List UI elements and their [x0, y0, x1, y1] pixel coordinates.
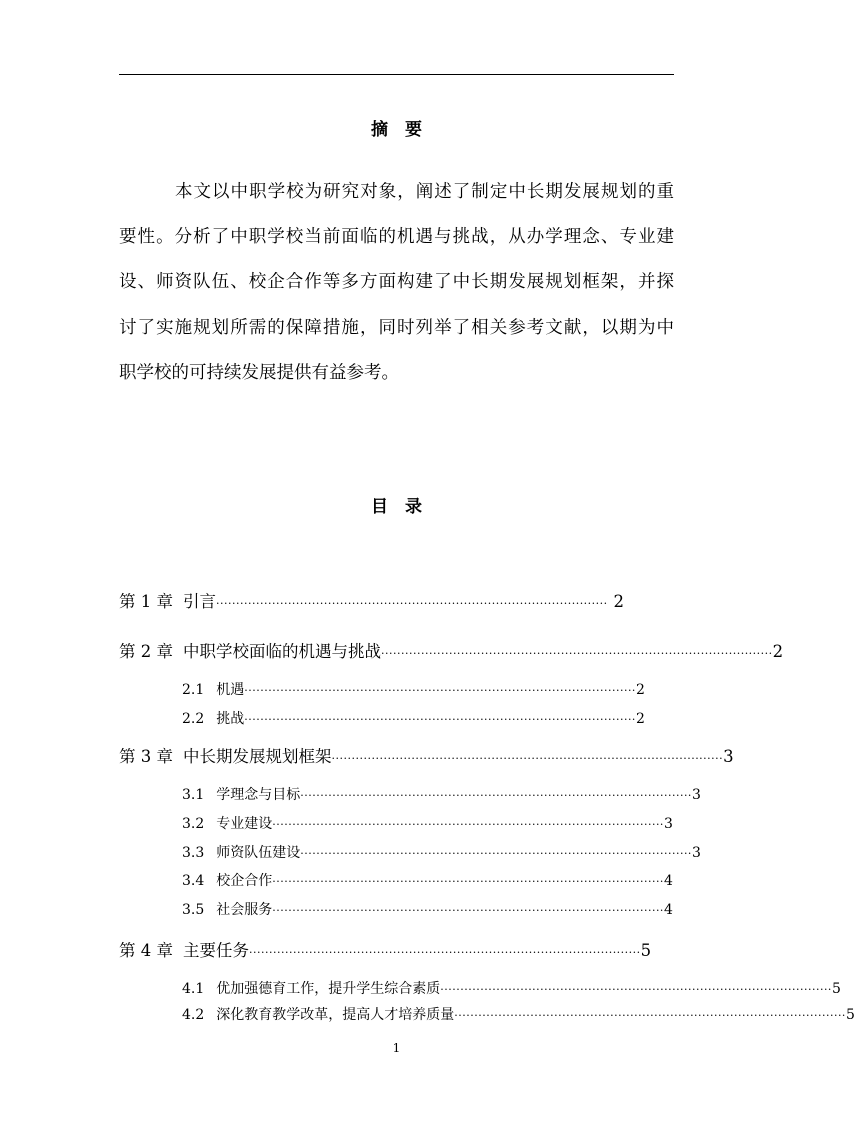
toc-entry-section-3-4[interactable] — [182, 870, 673, 890]
toc-entry-number: 2.1 — [182, 682, 205, 698]
toc-entry-number: 第 3 章 — [119, 747, 173, 766]
toc-entry-page: 4 — [663, 873, 673, 889]
toc-entry-number: 第 1 章 — [119, 592, 173, 611]
toc-entry-page: 4 — [663, 902, 673, 918]
toc-dot-leader: ·································································································· — [300, 847, 692, 860]
toc-entry-page: 3 — [663, 816, 673, 832]
toc-dot-leader: ·································································································· — [249, 946, 641, 959]
toc-entry-number: 3.4 — [182, 873, 205, 889]
toc-entry-page: 3 — [723, 747, 734, 766]
toc-entry-title: 师资队伍建设 — [216, 845, 301, 861]
toc-entry-title: 优加强德育工作，提升学生综合素质 — [216, 981, 441, 997]
toc-entry-title: 挑战 — [216, 711, 245, 727]
toc-entry-chapter-3[interactable] — [119, 743, 734, 767]
toc-dot-leader: ·································································································· — [381, 647, 773, 660]
abstract-line: 职学校的可持续发展提供有益参考。 — [119, 362, 399, 383]
toc-entry-page: 2 — [635, 711, 645, 727]
toc-entry-title: 主要任务 — [183, 941, 249, 960]
abstract-line: 要性。分析了中职学校当前面临的机遇与挑战，从办学理念、专业建 — [119, 227, 674, 248]
toc-entry-page: 5 — [831, 981, 841, 997]
toc-entry-title: 机遇 — [216, 682, 245, 698]
toc-entry-number: 3.5 — [182, 902, 205, 918]
toc-entry-number: 3.3 — [182, 845, 205, 861]
toc-entry-title: 专业建设 — [216, 816, 273, 832]
page-number: 1 — [392, 1041, 401, 1055]
toc-entry-page: 5 — [845, 1007, 855, 1023]
toc-entry-title: 社会服务 — [216, 902, 273, 918]
abstract-line: 设、师资队伍、校企合作等多方面构建了中长期发展规划框架，并探 — [119, 272, 674, 293]
toc-entry-number: 3.1 — [182, 787, 205, 803]
toc-entry-section-3-1[interactable] — [182, 784, 701, 804]
toc-entry-page: 2 — [613, 592, 624, 611]
abstract-title: 摘 要 — [371, 120, 422, 140]
toc-entry-title: 引言 — [183, 592, 216, 611]
toc-dot-leader: ·································································································· — [331, 752, 724, 765]
toc-entry-number: 4.1 — [182, 981, 205, 997]
abstract-line: 本文以中职学校为研究对象，阐述了制定中长期发展规划的重 — [175, 182, 674, 202]
toc-entry-title: 学理念与目标 — [216, 787, 301, 803]
toc-dot-leader: ·································································································· — [272, 875, 664, 888]
toc-dot-leader: ·································································································· — [216, 597, 608, 610]
toc-entry-chapter-1[interactable] — [119, 588, 624, 612]
toc-entry-page: 3 — [691, 787, 701, 803]
toc-title: 目 录 — [371, 497, 422, 517]
toc-entry-number: 第 2 章 — [119, 642, 173, 661]
toc-entry-chapter-4[interactable] — [119, 937, 652, 961]
toc-entry-number: 第 4 章 — [119, 941, 173, 960]
header-rule — [119, 74, 674, 75]
toc-entry-number: 3.2 — [182, 816, 205, 832]
toc-entry-page: 2 — [772, 642, 784, 661]
toc-entry-section-4-2[interactable] — [182, 1004, 855, 1024]
toc-entry-section-2-1[interactable] — [182, 679, 645, 699]
toc-dot-leader: ·································································································· — [300, 789, 692, 802]
toc-entry-section-3-2[interactable] — [182, 813, 673, 833]
toc-entry-title: 深化教育教学改革，提高人才培养质量 — [216, 1007, 455, 1023]
abstract-line: 讨了实施规划所需的保障措施，同时列举了相关参考文献，以期为中 — [119, 317, 674, 338]
toc-entry-page: 2 — [635, 682, 645, 698]
toc-dot-leader: ·································································································· — [244, 684, 636, 697]
toc-entry-section-3-5[interactable] — [182, 899, 673, 919]
toc-entry-title: 中长期发展规划框架 — [183, 747, 332, 766]
toc-dot-leader: ·································································································· — [440, 983, 832, 996]
toc-entry-section-4-1[interactable] — [182, 978, 841, 998]
toc-entry-number: 4.2 — [182, 1007, 205, 1023]
toc-entry-section-3-3[interactable] — [182, 842, 701, 862]
toc-dot-leader: ·································································································· — [454, 1009, 846, 1022]
abstract-body — [119, 170, 674, 396]
toc-dot-leader: ·································································································· — [272, 904, 664, 917]
toc-entry-title: 校企合作 — [216, 873, 273, 889]
toc-dot-leader: ·································································································· — [272, 818, 664, 831]
toc-entry-page: 5 — [640, 941, 652, 960]
toc-dot-leader: ·································································································· — [244, 713, 636, 726]
toc-entry-title: 中职学校面临的机遇与挑战 — [183, 642, 381, 661]
toc-entry-number: 2.2 — [182, 711, 205, 727]
toc-entry-section-2-2[interactable] — [182, 708, 645, 728]
toc-entry-page: 3 — [691, 845, 701, 861]
toc-entry-chapter-2[interactable] — [119, 638, 784, 662]
